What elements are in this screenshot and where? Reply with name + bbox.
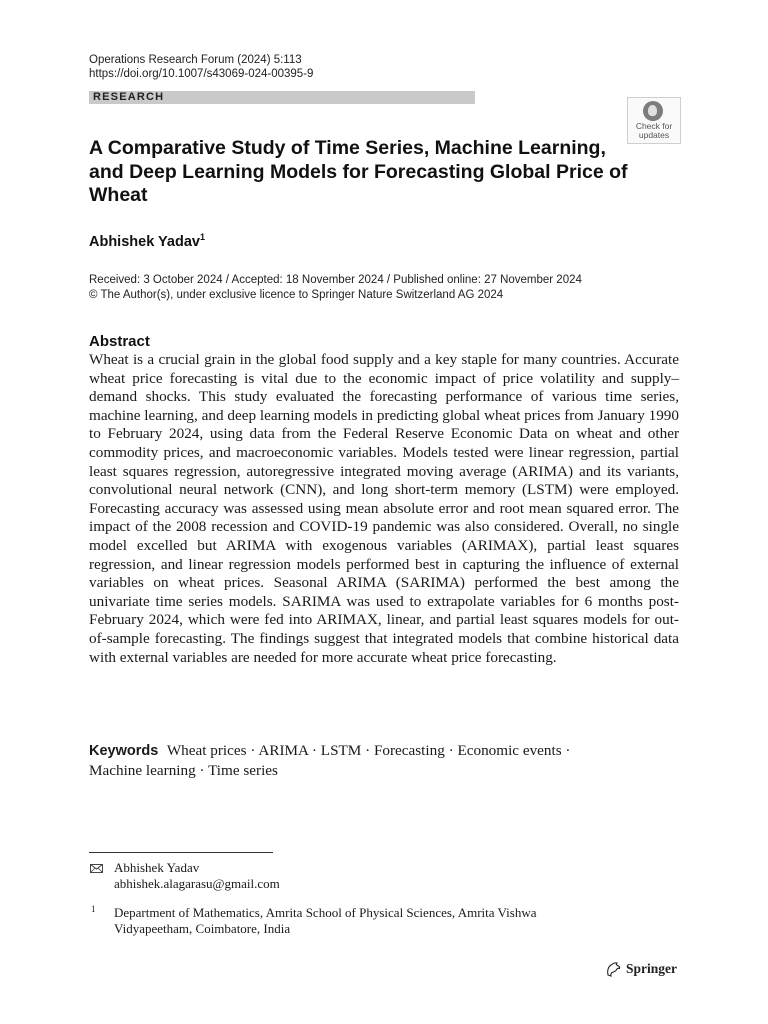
envelope-icon	[90, 864, 103, 873]
badge-text-line2: updates	[638, 130, 670, 140]
check-for-updates-icon	[643, 101, 663, 121]
keywords-line2: Machine learning · Time series	[89, 762, 278, 779]
badge-text-line1: Check for	[635, 121, 673, 131]
dates-line: Received: 3 October 2024 / Accepted: 18 November 2024 / Published online: 27 November 2024	[89, 274, 582, 286]
keywords-line1: Wheat prices · ARIMA · LSTM · Forecasting · Economic events ·	[166, 742, 571, 759]
publisher-name: Springer	[626, 961, 678, 976]
article-title: A Comparative Study of Time Series, Machine Learning, and Deep Learning Models for Forecasting Global Price of Wheat	[89, 137, 628, 206]
footnote-rule	[89, 852, 273, 853]
journal-header	[89, 53, 313, 81]
author-affil-marker: 1	[199, 232, 205, 242]
copyright-line: © The Author(s), under exclusive licence to Springer Nature Switzerland AG 2024	[89, 289, 504, 301]
affiliation-line2: Vidyapeetham, Coimbatore, India	[114, 921, 291, 936]
keywords-block	[89, 741, 649, 780]
corresponding-author-email[interactable]: abhishek.alagarasu@gmail.com	[114, 876, 280, 891]
springer-horse-icon	[605, 961, 622, 977]
affiliation-marker: 1	[91, 904, 96, 914]
publication-history	[89, 273, 582, 303]
journal-citation: Operations Research Forum (2024) 5:113	[89, 54, 302, 66]
abstract-text: Wheat is a crucial grain in the global food supply and a key staple for many countries. Accurate wheat price forecasting is vital due to the economic impact of price volatility and supply–demand shocks. This study evaluated the forecasting performance of various time series, machine learning, and deep learning models in predicting global wheat prices from January 1990 to February 2024, using data from the Federal Reserve Economic Data on wheat and other commodity prices, and macroeconomic variables. Models tested were linear regression, partial least squares regression, autoregressive integrated moving average (ARIMA) and its variants, convolutional neural network (CNN), and long short-term memory (LSTM) were employed. Forecasting accuracy was assessed using mean absolute error and root mean squared error. The impact of the 2008 recession and COVID-19 pandemic was also considered. Overall, no single model excelled but ARIMA with exogenous variables (ARIMAX), partial least squares regression, and linear regression models performed best in capturing the influence of external variables on wheat prices. Seasonal ARIMA (SARIMA) performed the best among the univariate time series models. SARIMA was used to extrapolate variables for 6 months post-February 2024, which were fed into ARIMAX, linear, and partial least squares models for out-of-sample forecasting. The findings suggest that integrated models that combine historical data with external variables are needed for more accurate wheat price forecasting.	[89, 351, 679, 666]
section-label: RESEARCH	[93, 91, 165, 103]
author-name: Abhishek Yadav	[89, 233, 200, 250]
check-for-updates-badge[interactable]	[627, 97, 681, 144]
keywords-heading: Keywords	[89, 743, 159, 759]
corresponding-author-name: Abhishek Yadav	[114, 860, 200, 875]
doi-link[interactable]: https://doi.org/10.1007/s43069-024-00395-9	[89, 68, 314, 80]
badge-text	[628, 122, 680, 140]
author-line	[89, 232, 205, 250]
affiliation-line1: Department of Mathematics, Amrita School of Physical Sciences, Amrita Vishwa	[114, 905, 537, 920]
abstract-heading: Abstract	[89, 333, 150, 350]
affiliation	[114, 905, 594, 937]
section-label-bar	[89, 91, 475, 104]
